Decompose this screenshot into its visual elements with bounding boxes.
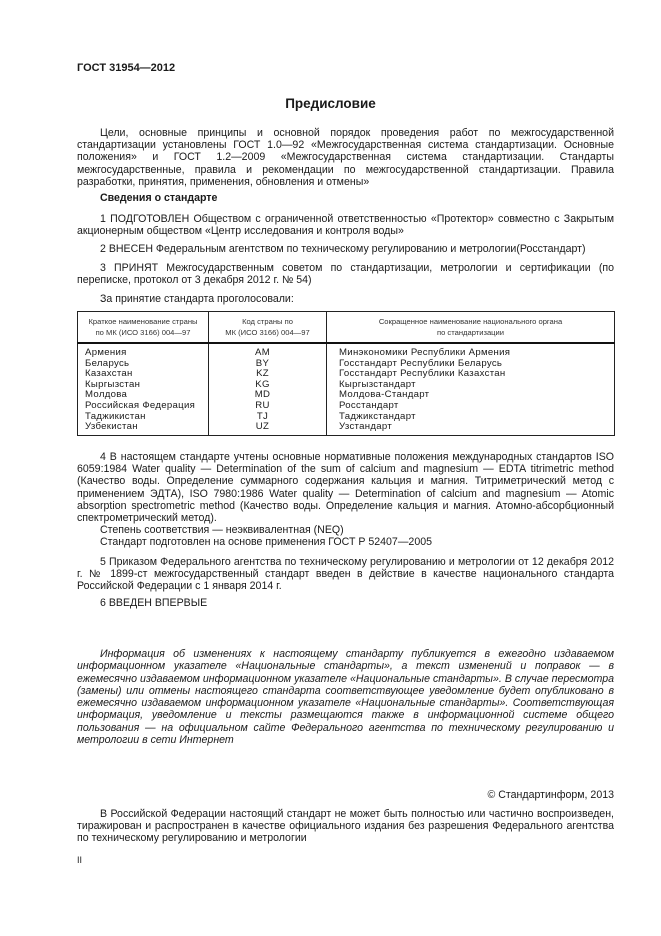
info-heading: Сведения о стандарте [100,192,218,204]
country-cell: Узбекистан [78,422,209,435]
body-cell: Кыргызстандарт [327,380,615,391]
country-cell: Таджикистан [78,412,209,423]
copyright: © Стандартинформ, 2013 [487,789,614,801]
reproduction-notice [77,808,614,845]
item-3-text: 3 ПРИНЯТ Межгосударственным советом по стандартизации, метрологии и сертификации (по переписке, протокол от 3 декабря 2012 г. № 54) [77,262,614,287]
voting-countries-table [77,311,615,436]
body-cell: Молдова-Стандарт [327,390,615,401]
item-4-text: 4 В настоящем стандарте учтены основные нормативные положения международных стандартов ISO 6059:1984 Water quality — Determination of the sum of calcium and magnesium — EDTA titrimetric method (Качество воды. Определение суммарного содержания кальция и магния. Титриметрический метод с применением ЭДТА), ISO 7980:1986 Water quality — Determination of calcium and magnesium — Atomic absorption spectrometric method (Качество воды. Определение кальция и магния. Атомно-абсорбционный спектрометрический метод). [77,451,614,525]
table-header-row [78,312,615,344]
item-2 [77,243,614,255]
code-cell: RU [209,401,327,412]
degree-text: Степень соответствия — неэквивалентная (NEQ) [100,524,344,536]
item-4 [77,451,614,524]
document-id: ГОСТ 31954—2012 [77,62,176,74]
code-cell: KG [209,380,327,391]
code-cell: MD [209,390,327,401]
page-title: Предисловие [285,96,376,111]
code-cell: BY [209,359,327,370]
country-cell: Беларусь [78,359,209,370]
voted-text: За принятие стандарта проголосовали: [100,293,294,305]
item-5 [77,556,614,593]
item-4-degree [77,524,614,536]
item-6-text: 6 ВВЕДЕН ВПЕРВЫЕ [100,597,208,609]
country-cell: Молдова [78,390,209,401]
column-header-code: Код страны по МК (ИСО 3166) 004—97 [209,312,327,344]
table-row [78,401,615,412]
code-cell: KZ [209,369,327,380]
item-6 [77,597,614,609]
reproduction-notice-text: В Российской Федерации настоящий стандарт не может быть полностью или частично воспроизведен, тиражирован и распространен в качестве официального издания без разрешения Федерального агентства по техническому регулированию и метрологии [77,808,614,845]
page-number: II [77,855,83,865]
table-row [78,422,615,435]
country-cell: Российская Федерация [78,401,209,412]
body-cell: Госстандарт Республики Беларусь [327,359,615,370]
body-cell: Госстандарт Республики Казахстан [327,369,615,380]
intro-paragraph [77,127,614,188]
code-cell: AM [209,343,327,359]
item-4-basis [77,536,614,548]
column-header-country: Краткое наименование страны по МК (ИСО 3166) 004—97 [78,312,209,344]
code-cell: TJ [209,412,327,423]
body-cell: Минэкономики Республики Армения [327,343,615,359]
code-cell: UZ [209,422,327,435]
body-cell: Таджикстандарт [327,412,615,423]
item-3 [77,262,614,286]
basis-text: Стандарт подготовлен на основе применения ГОСТ Р 52407—2005 [100,536,432,548]
column-header-body: Сокращенное наименование национального органа по стандартизации [327,312,615,344]
item-1 [77,213,614,237]
body-cell: Узстандарт [327,422,615,435]
changes-notice [77,648,614,746]
intro-text: Цели, основные принципы и основной порядок проведения работ по межгосударственной стандартизации установлены ГОСТ 1.0—92 «Межгосударственная система стандартизации. Основные положения» и ГОСТ 1.2—2009 «Межгосударственная система стандартизации. Стандарты межгосударственные, правила и рекомендации по межгосударственной стандартизации. Правила разработки, принятия, применения, обновления и отмены» [77,127,614,188]
item-5-text: 5 Приказом Федерального агентства по техническому регулированию и метрологии от 12 декабря 2012 г. № 1899-ст межгосударственный стандарт введен в действие в качестве национального стандарта Российской Федерации с 1 января 2014 г. [77,556,614,593]
item-2-text: 2 ВНЕСЕН Федеральным агентством по техническому регулированию и метрологии(Росстандарт) [100,243,586,255]
item-1-text: 1 ПОДГОТОВЛЕН Обществом с ограниченной ответственностью «Протектор» совместно с Закрытым акционерным обществом «Центр исследования и контроля воды» [77,213,614,238]
changes-notice-text: Информация об изменениях к настоящему стандарту публикуется в ежегодно издаваемом информационном указателе «Национальные стандарты», а текст изменений и поправок — в ежемесячно издаваемом информационном указателе «Национальные стандарты». В случае пересмотра (замены) или отмены настоящего стандарта соответствующее уведомление будет опубликовано в ежемесячно издаваемом информационном указателе «Национальные стандарты». Соответствующая информация, уведомление и тексты размещаются также в информационной системе общего пользования — на официальном сайте Федерального агентства по техническому регулированию и метрологии в сети Интернет [77,648,614,747]
country-cell: Казахстан [78,369,209,380]
voted-label [77,293,614,305]
table-row [78,343,615,359]
country-cell: Кыргызстан [78,380,209,391]
body-cell: Росстандарт [327,401,615,412]
country-cell: Армения [78,343,209,359]
